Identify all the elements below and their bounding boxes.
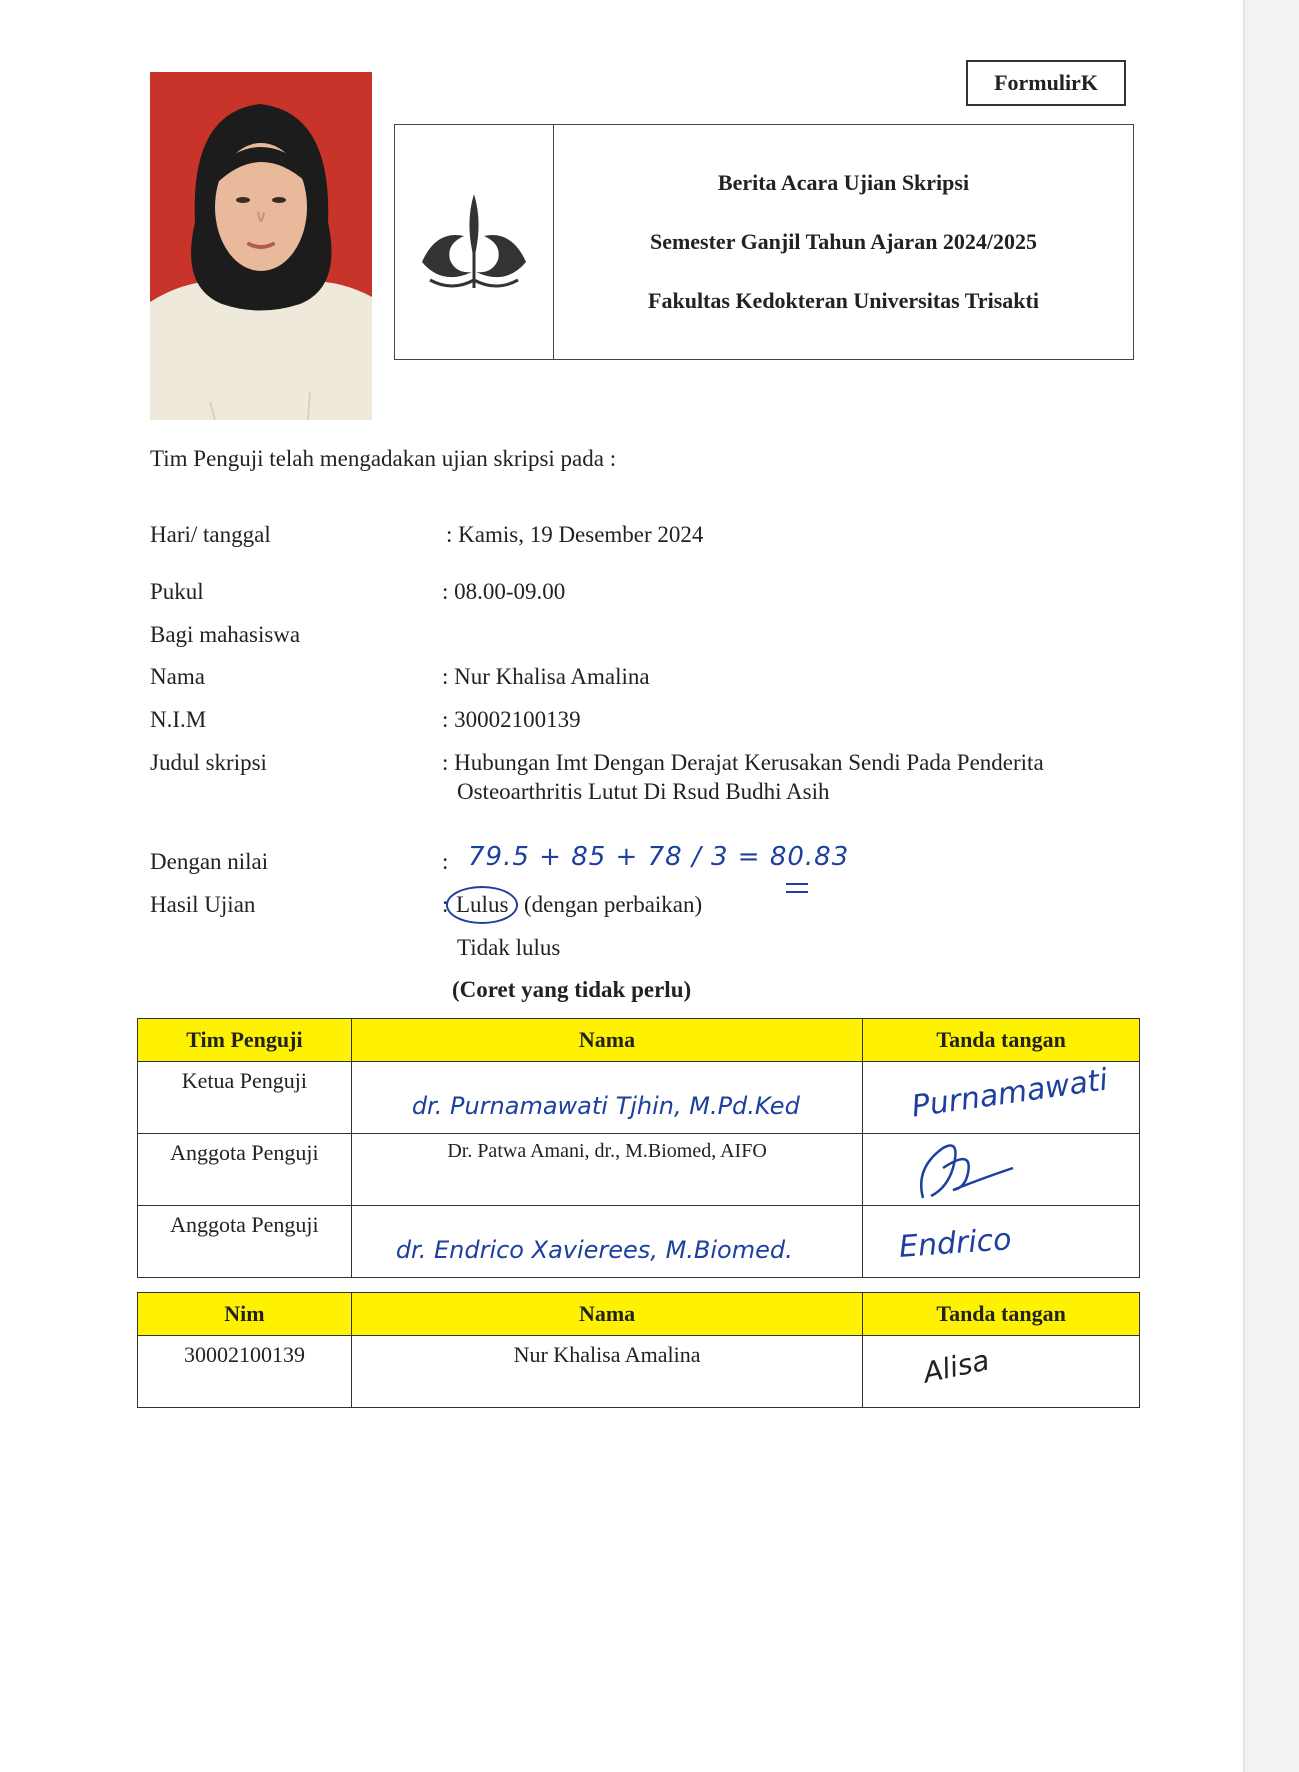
student-signature: Alisa	[920, 1343, 993, 1390]
result-pass-note: (dengan perbaikan)	[524, 892, 703, 917]
header-titles	[554, 125, 1133, 359]
header-faculty: Fakultas Kedokteran Universitas Trisakti	[648, 288, 1039, 313]
grade-handwritten: 79.5 + 85 + 78 / 3 = 80.83	[468, 842, 850, 872]
examiner-name-handwritten: dr. Endrico Xavierees, M.Biomed.	[395, 1236, 793, 1264]
col-header-nim: Nim	[138, 1293, 352, 1336]
date-value: : Kamis, 19 Desember 2024	[446, 522, 704, 547]
table-row	[138, 1206, 1140, 1278]
examiner-role: Ketua Penguji	[138, 1062, 352, 1134]
examiner-name-cell	[351, 1206, 862, 1278]
date-label: Hari/ tanggal	[150, 522, 271, 547]
result-colon: :	[442, 892, 449, 917]
name-value: : Nur Khalisa Amalina	[442, 664, 650, 689]
col-header-signature: Tanda tangan	[863, 1019, 1140, 1062]
nim-label: N.I.M	[150, 707, 207, 732]
grade-label: Dengan nilai	[150, 849, 269, 874]
student-name: Nur Khalisa Amalina	[351, 1336, 862, 1408]
col-header-name: Nama	[351, 1019, 862, 1062]
grade-underline	[786, 883, 808, 893]
intro-text: Tim Penguji telah mengadakan ujian skripsi pada :	[150, 446, 617, 471]
grade-colon: :	[442, 849, 449, 874]
time-value: : 08.00-09.00	[442, 579, 566, 604]
document-header	[394, 124, 1134, 360]
examiner-signature	[863, 1134, 866, 1135]
student-nim: 30002100139	[138, 1336, 352, 1408]
examiner-signature: Purnamawati	[909, 1062, 1111, 1125]
examiner-signature-cell	[863, 1062, 1140, 1134]
result-label: Hasil Ujian	[150, 892, 256, 917]
form-code-box	[966, 60, 1126, 106]
time-label: Pukul	[150, 579, 204, 604]
student-table	[137, 1292, 1140, 1408]
examiner-signature-cell	[863, 1134, 1140, 1206]
examiner-signature: Endrico	[898, 1222, 1013, 1265]
result-pass: Lulus	[456, 892, 509, 917]
examiner-name-handwritten: dr. Purnamawati Tjhin, M.Pd.Ked	[411, 1092, 800, 1120]
strike-note: (Coret yang tidak perlu)	[452, 977, 692, 1002]
nim-value: : 30002100139	[442, 707, 581, 732]
result-fail: Tidak lulus	[457, 935, 561, 960]
table-row	[138, 1062, 1140, 1134]
examiner-name-cell	[351, 1062, 862, 1134]
university-logo	[395, 125, 554, 359]
student-header-row	[138, 1293, 1140, 1336]
student-heading: Bagi mahasiswa	[150, 622, 301, 647]
scan-edge	[1243, 0, 1299, 1772]
name-label: Nama	[150, 664, 205, 689]
examiners-table	[137, 1018, 1140, 1278]
signature-mark-icon	[913, 1138, 1023, 1204]
student-photo	[150, 72, 372, 420]
col-header-team: Tim Penguji	[138, 1019, 352, 1062]
examiners-header-row	[138, 1019, 1140, 1062]
examiner-name: Dr. Patwa Amani, dr., M.Biomed, AIFO	[351, 1134, 862, 1206]
col-header-name: Nama	[351, 1293, 862, 1336]
examiner-role: Anggota Penguji	[138, 1206, 352, 1278]
form-code: FormulirK	[994, 70, 1098, 95]
result-pass-circled	[446, 886, 518, 924]
student-signature-cell	[863, 1336, 1140, 1408]
table-row	[138, 1336, 1140, 1408]
table-row	[138, 1134, 1140, 1206]
header-semester: Semester Ganjil Tahun Ajaran 2024/2025	[649, 229, 1038, 254]
col-header-signature: Tanda tangan	[863, 1293, 1140, 1336]
thesis-title-line1: : Hubungan Imt Dengan Derajat Kerusakan Sendi Pada Penderita	[442, 750, 1044, 775]
examiner-role: Anggota Penguji	[138, 1134, 352, 1206]
examiner-signature-cell	[863, 1206, 1140, 1278]
trisakti-logo-icon	[416, 190, 532, 294]
thesis-title-line2: Osteoarthritis Lutut Di Rsud Budhi Asih	[457, 779, 830, 804]
thesis-title-label: Judul skripsi	[150, 750, 267, 775]
header-title: Berita Acara Ujian Skripsi	[717, 170, 970, 195]
